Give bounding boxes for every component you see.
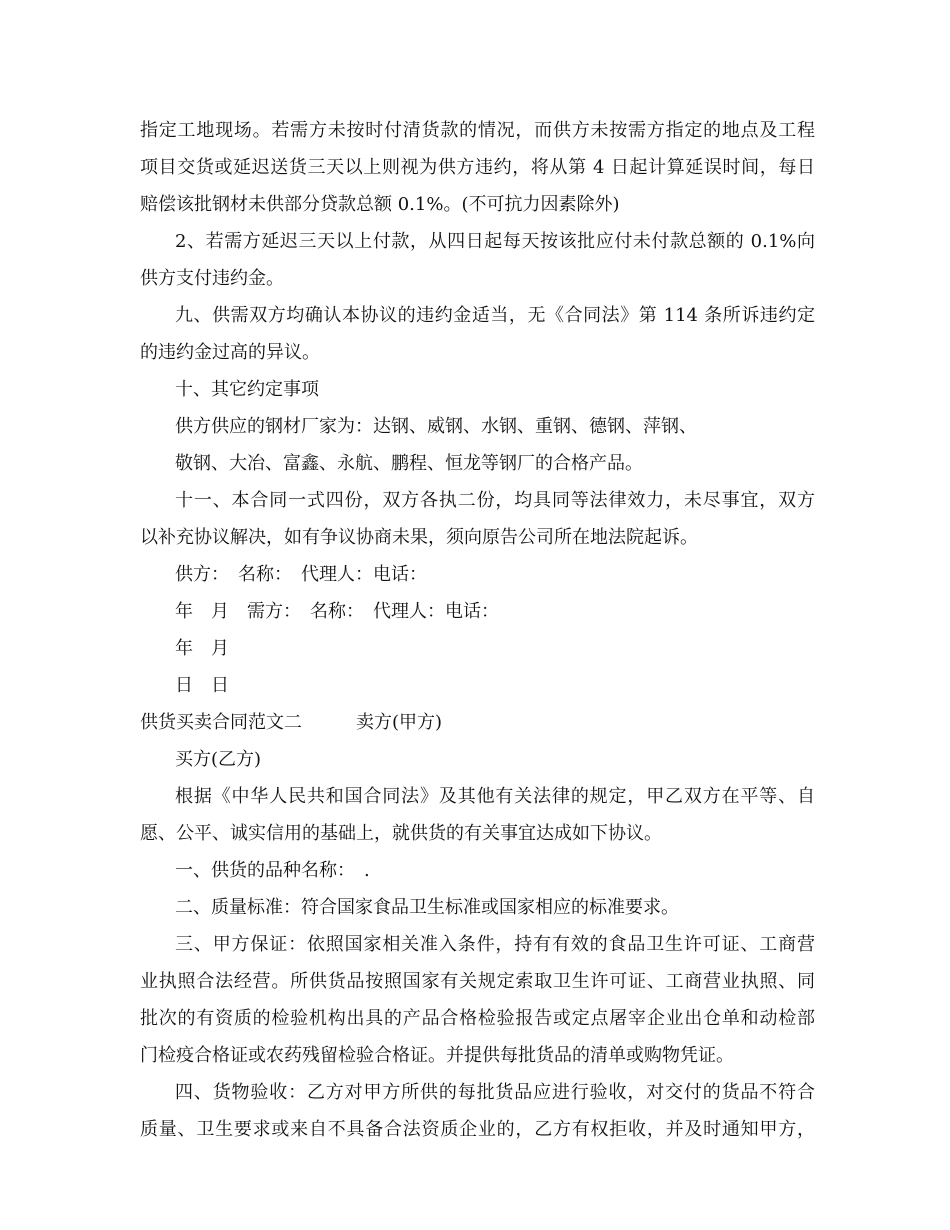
paragraph-line: 的违约金过高的异议。 [140, 342, 320, 363]
clause-line: 一、供货的品种名称： . [175, 860, 370, 881]
date-line: 日 日 [175, 675, 229, 696]
paragraph-line: 质量、卫生要求或来自不具备合法资质企业的，乙方有权拒收，并及时通知甲方， [140, 1119, 815, 1140]
document-body [140, 112, 815, 1148]
paragraph-line: 2、若需方延迟三天以上付款，从四日起每天按该批应付未付款总额的 0.1%向 [175, 231, 815, 252]
paragraph-line: 门检疫合格证或农药残留检验合格证。并提供每批货品的清单或购物凭证。 [140, 1045, 734, 1066]
paragraph-line: 项目交货或延迟送货三天以上则视为供方违约，将从第 4 日起计算延误时间，每日 [140, 157, 815, 178]
paragraph-line: 敬钢、大冶、富鑫、永航、鹏程、恒龙等钢厂的合格产品。 [175, 453, 643, 474]
section-title: 供货买卖合同范文二 卖方(甲方) [140, 712, 443, 733]
clause-line: 二、质量标准：符合国家食品卫生标准或国家相应的标准要求。 [175, 897, 679, 918]
signature-line-buyer: 年 月 需方： 名称： 代理人：电话： [175, 601, 499, 622]
paragraph-line: 赔偿该批钢材未供部分贷款总额 0.1%。(不可抗力因素除外) [140, 194, 620, 215]
paragraph-line: 批次的有资质的检验机构出具的产品合格检验报告或定点屠宰企业出仓单和动检部 [140, 1008, 815, 1029]
date-line: 年 月 [175, 638, 229, 659]
paragraph-line: 四、货物验收：乙方对甲方所供的每批货品应进行验收，对交付的货品不符合 [175, 1082, 815, 1103]
paragraph-line: 以补充协议解决，如有争议协商未果，须向原告公司所在地法院起诉。 [140, 527, 698, 548]
signature-line-supplier: 供方： 名称： 代理人：电话： [175, 564, 427, 585]
section-heading: 十、其它约定事项 [175, 379, 319, 400]
party-line: 买方(乙方) [175, 749, 262, 770]
paragraph-line: 指定工地现场。若需方未按时付清货款的情况，而供方未按需方指定的地点及工程 [140, 120, 815, 141]
paragraph-line: 十一、本合同一式四份，双方各执二份，均具同等法律效力，未尽事宜，双方 [175, 490, 815, 511]
paragraph-line: 供方供应的钢材厂家为：达钢、威钢、水钢、重钢、德钢、萍钢、 [175, 416, 697, 437]
paragraph-line: 根据《中华人民共和国合同法》及其他有关法律的规定，甲乙双方在平等、自 [175, 786, 815, 807]
paragraph-line: 三、甲方保证：依照国家相关准入条件，持有有效的食品卫生许可证、工商营 [175, 934, 815, 955]
paragraph-line: 愿、公平、诚实信用的基础上，就供货的有关事宜达成如下协议。 [140, 823, 662, 844]
paragraph-line: 业执照合法经营。所供货品按照国家有关规定索取卫生许可证、工商营业执照、同 [140, 971, 815, 992]
paragraph-line: 供方支付违约金。 [140, 268, 284, 289]
paragraph-line: 九、供需双方均确认本协议的违约金适当，无《合同法》第 114 条所诉违约定 [175, 305, 815, 326]
